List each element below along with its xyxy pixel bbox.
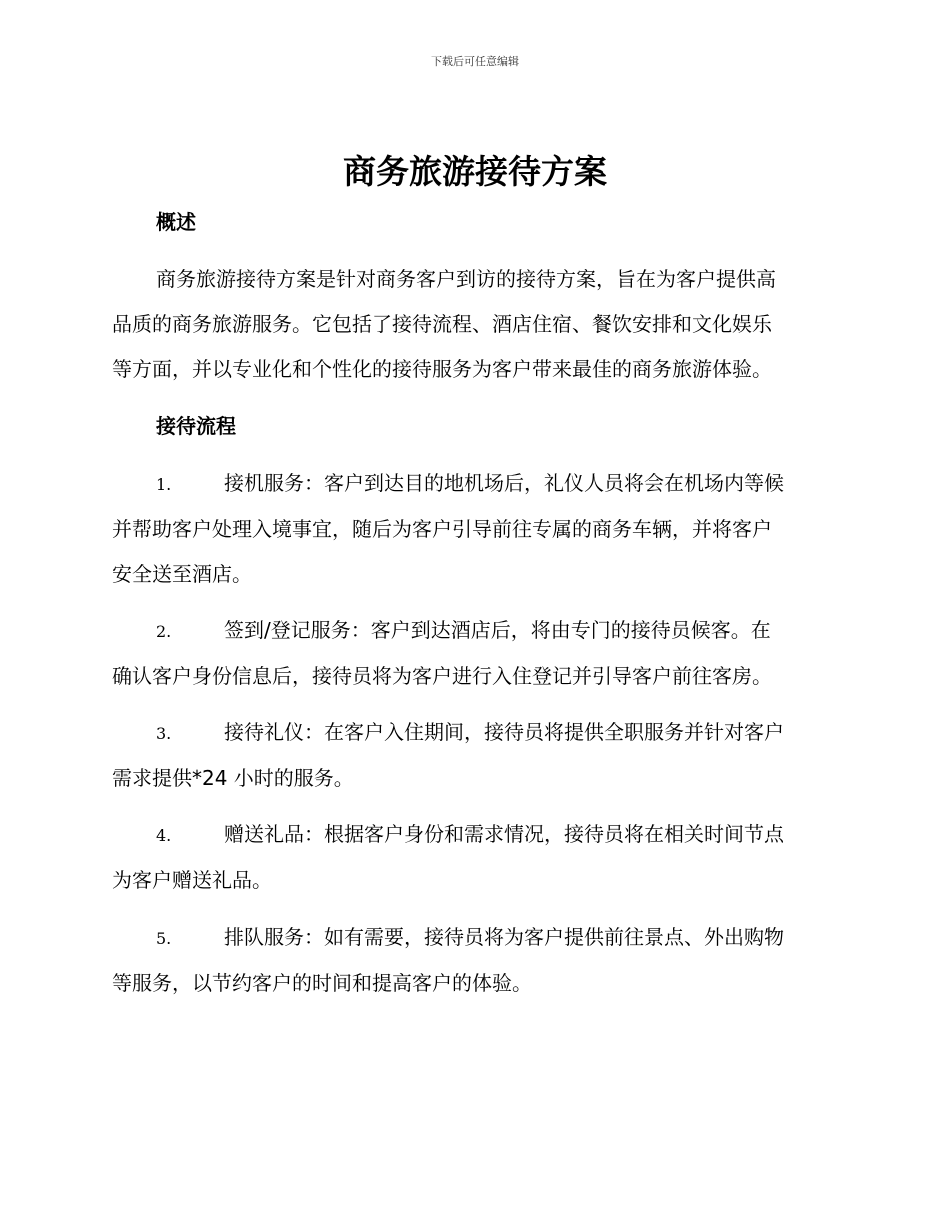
item-first-line: 接待礼仪：在客户入住期间，接待员将提供全职服务并针对客户	[224, 720, 784, 744]
item-number: 4.	[156, 826, 172, 845]
item-line: 并帮助客户处理入境事宜，随后为客户引导前往专属的商务车辆，并将客户	[112, 517, 772, 541]
item-first-line: 排队服务：如有需要，接待员将为客户提供前往景点、外出购物	[224, 925, 784, 949]
item-line: 需求提供*24 小时的服务。	[112, 766, 354, 790]
item-line: 等服务，以节约客户的时间和提高客户的体验。	[112, 971, 532, 995]
section-heading-overview: 概述	[156, 210, 196, 234]
document-title: 商务旅游接待方案	[343, 152, 607, 191]
overview-paragraph	[112, 257, 837, 392]
item-first-line: 签到/登记服务：客户到达酒店后，将由专门的接待员候客。在	[224, 618, 771, 642]
item-number: 3.	[156, 724, 172, 743]
item-line: 安全送至酒店。	[112, 562, 252, 586]
item-line: 确认客户身份信息后，接待员将为客户进行入住登记并引导客户前往客房。	[112, 664, 772, 688]
item-number: 1.	[156, 475, 172, 494]
process-item-1	[112, 461, 837, 597]
item-line: 为客户赠送礼品。	[112, 868, 272, 892]
process-item-4	[112, 812, 837, 903]
item-first-line: 接机服务：客户到达目的地机场后，礼仪人员将会在机场内等候	[224, 471, 784, 495]
paragraph-line: 等方面，并以专业化和个性化的接待服务为客户带来最佳的商务旅游体验。	[112, 357, 772, 381]
process-item-3	[112, 710, 837, 801]
section-heading-process: 接待流程	[156, 414, 236, 438]
item-number: 5.	[156, 929, 172, 948]
process-item-2	[112, 608, 837, 699]
page-header-note: 下载后可任意编辑	[431, 55, 519, 68]
item-first-line: 赠送礼品：根据客户身份和需求情况，接待员将在相关时间节点	[224, 822, 784, 846]
paragraph-line: 商务旅游接待方案是针对商务客户到访的接待方案，旨在为客户提供高	[156, 267, 776, 291]
item-number: 2.	[156, 622, 172, 641]
paragraph-line: 品质的商务旅游服务。它包括了接待流程、酒店住宿、餐饮安排和文化娱乐	[112, 312, 772, 336]
process-item-5	[112, 915, 837, 1006]
